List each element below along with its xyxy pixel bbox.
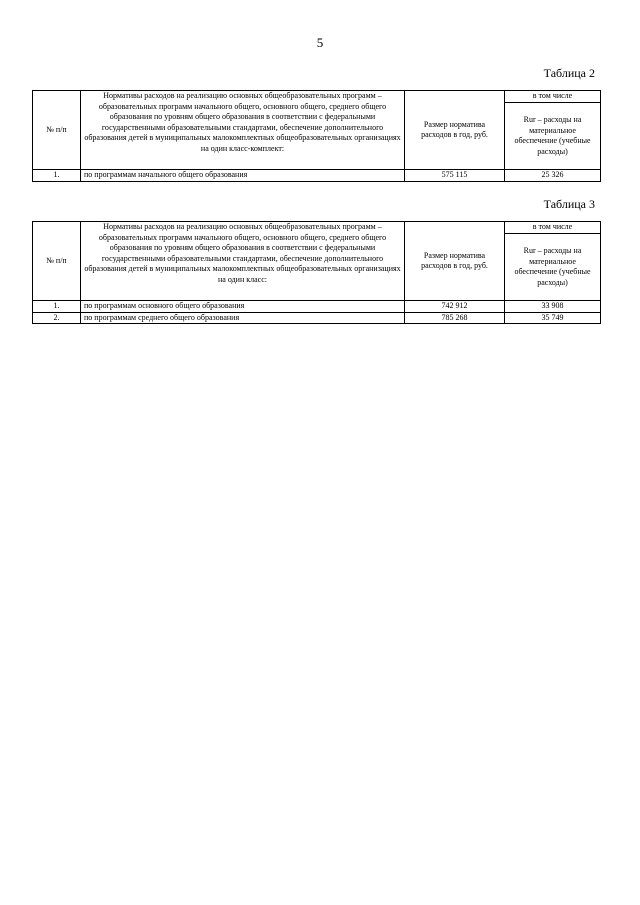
page-number: 5	[316, 35, 324, 50]
row-num: 1.	[33, 301, 81, 313]
row-size: 785 268	[405, 312, 505, 324]
row-name: по программам основного общего образования	[81, 301, 405, 313]
row-size: 575 115	[405, 170, 505, 182]
table-row	[33, 301, 601, 313]
row-name: по программам начального общего образования	[81, 170, 405, 182]
col-header-num: № п/п	[33, 91, 81, 170]
row-rur: 35 749	[505, 312, 601, 324]
col-header-rur: Rur – расходы на материальное обеспечение (учебные расходы)	[505, 103, 601, 170]
norms-table	[32, 221, 601, 324]
row-rur: 25 326	[505, 170, 601, 182]
col-header-including: в том числе	[505, 222, 601, 234]
col-header-size: Размер норматива расходов в год, руб.	[405, 222, 505, 301]
table-caption: Таблица 2	[543, 66, 595, 80]
table-row	[33, 170, 601, 182]
col-header-description: Нормативы расходов на реализацию основных общеобразовательных программ – образовательных программ начального общего, основного общего, среднего общего образования по уровням общего образования в соответствии с федеральными государственными образовательными стандартами, обеспечение дополнительного образования детей в муниципальных малокомплектных общеобразовательных организациях на один класс-комплект:	[81, 91, 405, 170]
row-size: 742 912	[405, 301, 505, 313]
table-caption: Таблица 3	[543, 197, 595, 211]
col-header-rur: Rur – расходы на материальное обеспечение (учебные расходы)	[505, 234, 601, 301]
col-header-num: № п/п	[33, 222, 81, 301]
row-rur: 33 908	[505, 301, 601, 313]
row-num: 2.	[33, 312, 81, 324]
col-header-including: в том числе	[505, 91, 601, 103]
col-header-size: Размер норматива расходов в год, руб.	[405, 91, 505, 170]
row-num: 1.	[33, 170, 81, 182]
row-name: по программам среднего общего образования	[81, 312, 405, 324]
table-row	[33, 312, 601, 324]
norms-table	[32, 90, 601, 182]
col-header-description: Нормативы расходов на реализацию основных общеобразовательных программ – образовательных программ начального общего, основного общего, среднего общего образования по уровням общего образования в соответствии с федеральными государственными образовательными стандартами, обеспечение дополнительного образования детей в муниципальных малокомплектных общеобразовательных организациях на один класс:	[81, 222, 405, 301]
